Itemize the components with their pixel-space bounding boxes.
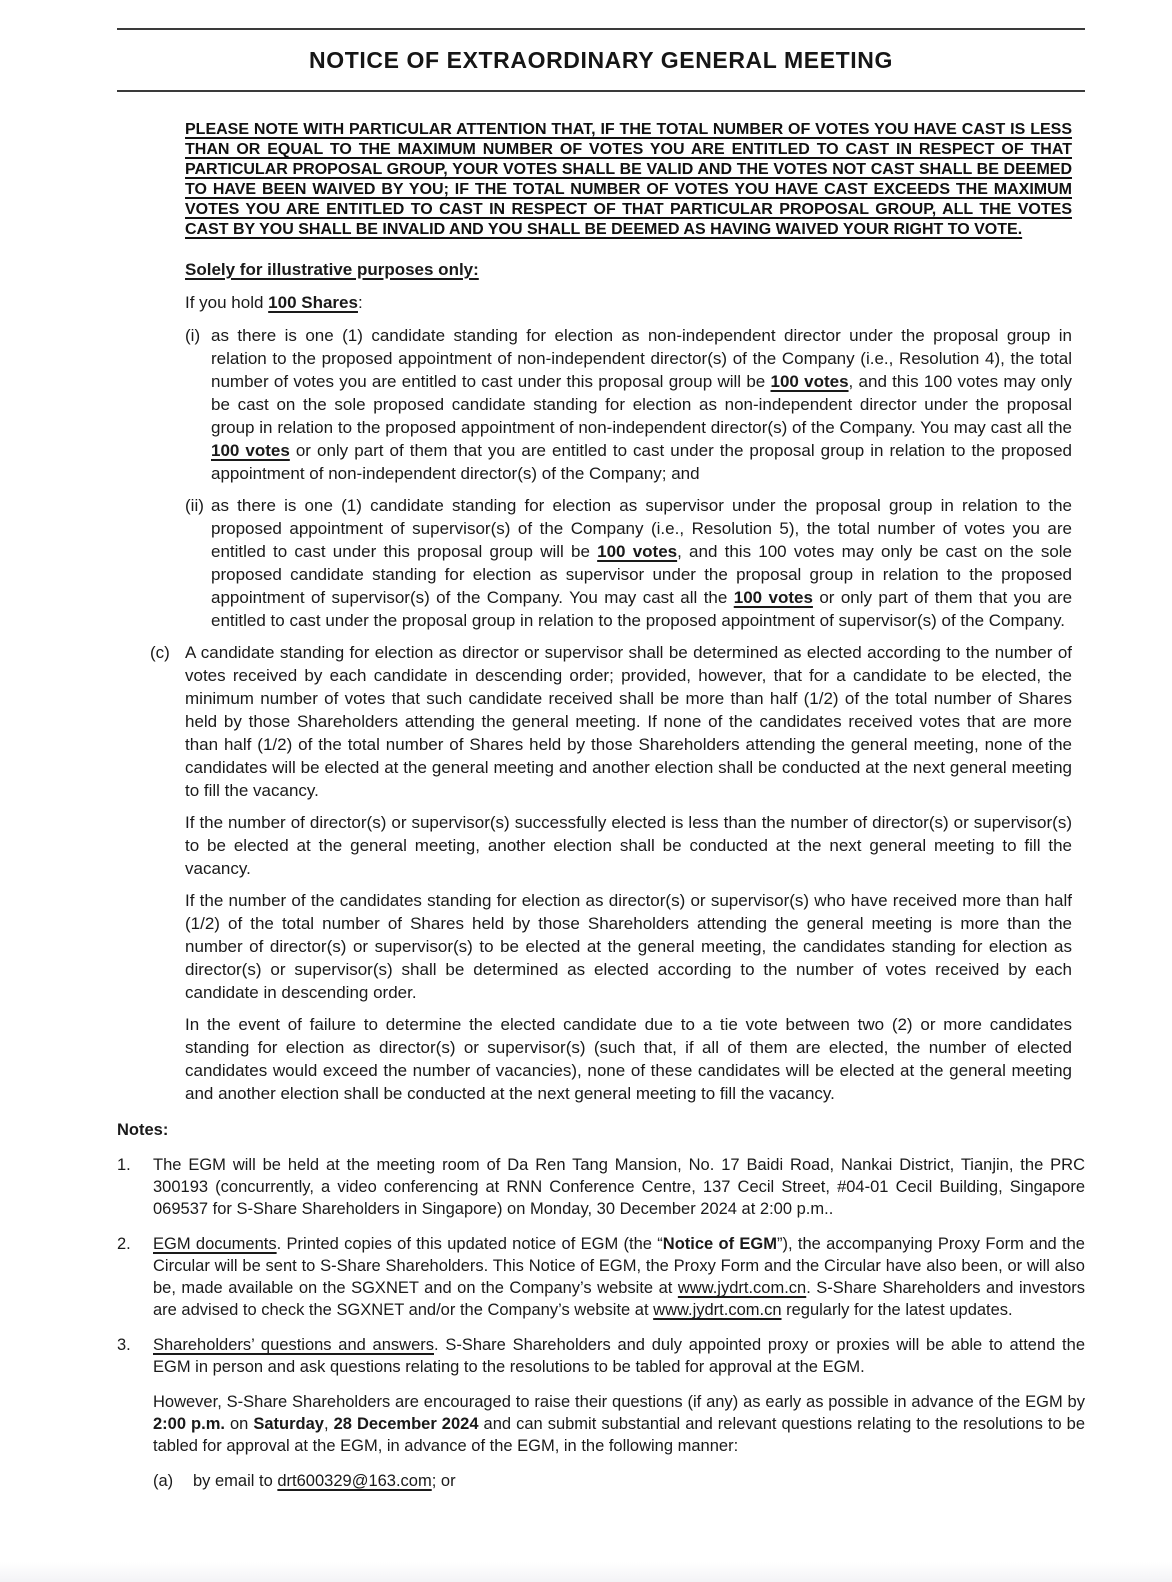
item-text: A candidate standing for election as director or supervisor shall be determined as elected according to the number of votes received by each candidate in descending order; provided, however, that for a candidate to be elected, the minimum number of votes that such candidate received shall be more than half (1/2) of the total number of Shares held by those Shareholders attending the general meeting. If none of the candidates received votes that are more than half (1/2) of the total number of Shares held by those Shareholders attending the general meeting, none of the candidates will be elected at the general meeting and another election shall be conducted at the next general meeting to fill the vacancy. — [185, 643, 1072, 800]
text-run: 28 December 2024 — [333, 1415, 479, 1433]
illustrative-heading — [185, 258, 1072, 281]
text-run: regularly for the latest updates. — [781, 1301, 1013, 1319]
note-1 — [117, 1154, 1085, 1220]
text-run: Saturday — [253, 1415, 324, 1433]
note-3-continuation — [153, 1391, 1085, 1457]
page-title: NOTICE OF EXTRAORDINARY GENERAL MEETING — [309, 47, 893, 73]
item-text — [193, 1470, 456, 1492]
item-label: (a) — [153, 1472, 174, 1490]
list-item-c — [150, 641, 1072, 802]
company-website-link[interactable]: www.jydrt.com.cn — [653, 1301, 782, 1319]
item-text — [211, 324, 1072, 485]
notes-heading: Notes: — [117, 1121, 169, 1139]
text-run: by email to — [193, 1472, 278, 1490]
text-run: : — [357, 293, 363, 312]
text-run: or only part of them that you are entitled to cast under the proposal group in relation to the proposed appointment of non-independent director(s) of the Company; and — [211, 441, 1073, 483]
text-run: , and this 100 votes may only be cast on the sole proposed candidate standing for election as non-independent director under the proposal group in relation to the proposed appointment of non-independent director(s) of the Company. You may cast all the — [211, 372, 1072, 437]
text-run: as there is one (1) candidate standing for election as supervisor under the proposal group in relation to the proposed appointment of supervisor(s) of the Company (i.e., Resolution 5), the total number of votes you are entitled to cast under this proposal group will be — [211, 496, 1072, 561]
text-run: 100 Shares — [268, 293, 358, 312]
company-website-link[interactable]: www.jydrt.com.cn — [677, 1279, 807, 1297]
list-item-i — [185, 324, 1072, 485]
text-run: However, S-Share Shareholders are encouraged to raise their questions (if any) as early as possible in advance of the EGM by — [153, 1393, 1085, 1411]
note-number: 1. — [117, 1156, 131, 1174]
notes-section — [117, 1121, 1085, 1492]
text-run: EGM documents — [153, 1235, 277, 1253]
text-run: ; or — [431, 1472, 456, 1490]
title-horizontal-rule — [117, 90, 1085, 92]
text-run: 100 votes — [733, 588, 813, 607]
shares-intro — [185, 291, 1072, 314]
paragraph-election-excess: If the number of the candidates standing for election as director(s) or supervisor(s) who have received more than half (1/2) of the total number of Shares held by those Shareholders attending the general meeting is more than the number of director(s) or supervisor(s) to be elected at the general meeting, the candidates standing for election as director(s) or supervisor(s) shall be determined as elected according to the number of votes received by each candidate in descending order. — [185, 891, 1072, 1002]
text-run: 100 votes — [597, 542, 678, 561]
note-number: 2. — [117, 1235, 131, 1253]
item-label: (i) — [185, 326, 201, 345]
top-horizontal-rule — [117, 28, 1085, 30]
text-run: . S-Share Shareholders and duly appointed proxy or proxies will be able to attend the EGM in person and ask questions relating to the resolutions to be tabled for approval at the EGM. — [153, 1336, 1085, 1376]
item-label: (c) — [150, 643, 170, 662]
paragraph-tie-vote: In the event of failure to determine the elected candidate due to a tie vote between two (2) or more candidates standing for election as director(s) or supervisor(s) (such that, if all of them are elected, the number of elected candidates would exceed the number of vacancies), none of these candidates will be elected at the general meeting and another election shall be conducted at the next general meeting to fill the vacancy. — [185, 1015, 1072, 1103]
email-link[interactable]: drt600329@163.com — [277, 1472, 432, 1490]
paragraph-election-shortfall: If the number of director(s) or supervisor(s) successfully elected is less than the number of director(s) or supervisor(s) to be elected at the general meeting, another election shall be conducted at the next general meeting to fill the vacancy. — [185, 813, 1072, 878]
item-text — [211, 494, 1072, 632]
note-number: 3. — [117, 1336, 131, 1354]
illustrative-heading-text: Solely for illustrative purposes only: — [185, 260, 479, 279]
notice-paragraph: PLEASE NOTE WITH PARTICULAR ATTENTION THAT, IF THE TOTAL NUMBER OF VOTES YOU HAVE CAST IS LESS THAN OR EQUAL TO THE MAXIMUM NUMBER OF VOTES YOU ARE ENTITLED TO CAST IN RESPECT OF THAT PARTICULAR PROPOSAL GROUP, YOUR VOTES SHALL BE VALID AND THE VOTES NOT CAST SHALL BE DEEMED TO HAVE BEEN WAIVED BY YOU; IF THE TOTAL NUMBER OF VOTES YOU HAVE CAST EXCEEDS THE MAXIMUM VOTES YOU ARE ENTITLED TO CAST IN RESPECT OF THAT PARTICULAR PROPOSAL GROUP, ALL THE VOTES CAST BY YOU SHALL BE INVALID AND YOU SHALL BE DEEMED AS HAVING WAIVED YOUR RIGHT TO VOTE. — [185, 121, 1072, 238]
text-run: Notice of EGM — [662, 1235, 778, 1253]
text-run: 100 votes — [770, 372, 849, 391]
text-run: ”), the accompanying Proxy Form and the Circular will be sent to S-Share Shareholders. This Notice of EGM, the Proxy Form and the Circular have also been, or will also be, made available on the SGXNET and on the Company’s website at — [153, 1235, 1085, 1297]
text-run: 100 votes — [211, 441, 290, 460]
note-text — [153, 1334, 1085, 1378]
text-run: Shareholders’ questions and answers — [153, 1336, 434, 1354]
text-run: , — [323, 1415, 334, 1433]
text-run: or only part of them that you are entitled to cast under the proposal group in relation to the proposed appointment of supervisor(s) of the Company. — [211, 588, 1073, 630]
document-body — [150, 120, 1073, 1105]
sub-item-a — [153, 1470, 1085, 1492]
text-run: . S-Share Shareholders and investors are advised to check the SGXNET and/or the Company’s website at — [153, 1279, 1086, 1319]
text-run: on — [224, 1415, 254, 1433]
list-item-ii — [185, 494, 1072, 632]
text-run: . Printed copies of this updated notice of EGM (the “ — [276, 1235, 663, 1253]
text-run: and can submit substantial and relevant questions relating to the resolutions to be tabled for approval at the EGM, in advance of the EGM, in the following manner: — [153, 1415, 1085, 1455]
text-run: 2:00 p.m. — [153, 1415, 225, 1433]
text-run: If you hold — [185, 293, 269, 312]
text-run: as there is one (1) candidate standing for election as non-independent director under the proposal group in relation to the proposed appointment of non-independent director(s) of the Company (i.e., Resolution 4), the total number of votes you are entitled to cast under this proposal group will be — [211, 326, 1072, 391]
note-text — [153, 1154, 1085, 1220]
text-run: , and this 100 votes may only be cast on the sole proposed candidate standing for election as supervisor under the proposal group in relation to the proposed appointment of supervisor(s) of the Company. You may cast all the — [211, 542, 1073, 607]
note-3 — [117, 1334, 1085, 1378]
item-label: (ii) — [185, 496, 204, 515]
text-run: The EGM will be held at the meeting room of Da Ren Tang Mansion, No. 17 Baidi Road, Nankai District, Tianjin, the PRC 300193 (concurrently, a video conferencing at RNN Conference Centre, 137 Cecil Street, #04-01 Cecil Building, Singapore 069537 for S-Share Shareholders in Singapore) on Monday, 30 December 2024 at 2:00 p.m.. — [153, 1156, 1085, 1218]
note-2 — [117, 1233, 1085, 1321]
note-text — [153, 1233, 1085, 1321]
